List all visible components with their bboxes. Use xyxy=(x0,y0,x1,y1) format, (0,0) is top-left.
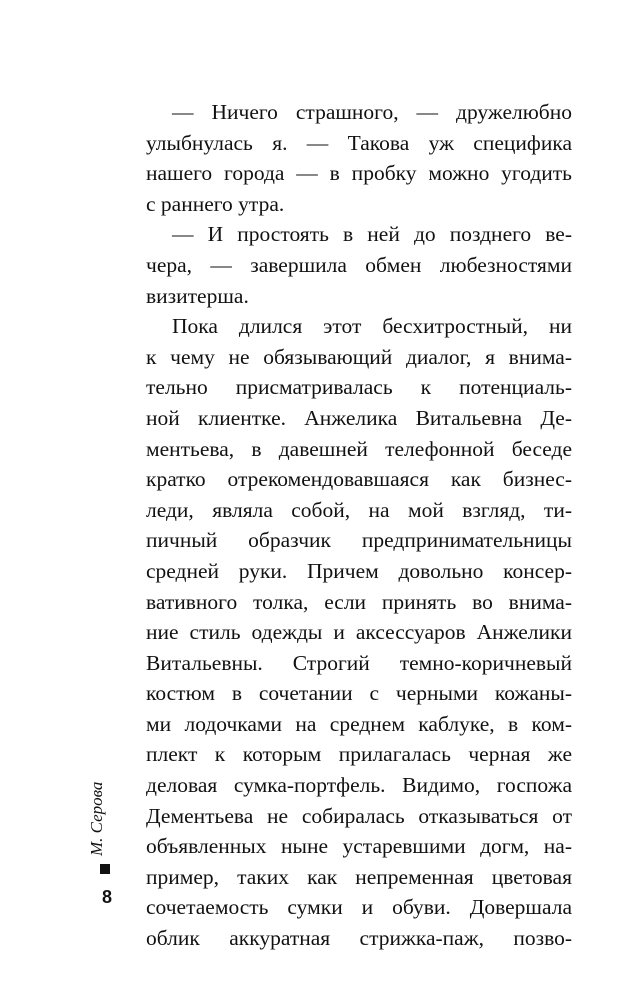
text-line: Витальевны. Строгий темно-коричневый xyxy=(146,650,572,675)
text-line: Пока длился этот бесхитростный, ни xyxy=(172,314,572,339)
text-line: плект к которым прилагалась черная же xyxy=(146,742,572,767)
text-line: ной клиентке. Анжелика Витальевна Де- xyxy=(146,405,572,430)
text-line: пичный образчик предпринимательницы xyxy=(146,528,572,553)
page-number: 8 xyxy=(101,887,112,907)
text-line: тельно присматривалась к потенциаль- xyxy=(146,375,572,400)
text-line: леди, являла собой, на мой взгляд, ти- xyxy=(146,497,572,522)
text-line: вативного толка, если принять во внима- xyxy=(146,589,572,614)
text-line: облик аккуратная стрижка-паж, позво- xyxy=(146,926,572,951)
text-line: костюм в сочетании с черными кожаны- xyxy=(146,681,572,706)
text-line: ментьева, в давешней телефонной беседе xyxy=(146,436,572,461)
page-marker-square xyxy=(100,864,110,874)
text-line: к чему не обязывающий диалог, я внима- xyxy=(146,344,572,369)
text-line: Дементьева не собиралась отказываться от xyxy=(146,803,572,828)
text-line: ми лодочками на среднем каблуке, в ком- xyxy=(146,711,572,736)
text-line: чера, — завершила обмен любезностями xyxy=(146,252,572,277)
body-text xyxy=(146,97,572,954)
text-line: — Ничего страшного, — дружелюбно xyxy=(172,100,572,124)
text-line: улыбнулась я. — Такова уж специфика xyxy=(146,130,572,155)
text-line: средней руки. Причем довольно консер- xyxy=(146,558,572,583)
text-line: ние стиль одежды и аксессуаров Анжелики xyxy=(146,620,572,645)
text-line: объявленных ныне устаревшими догм, на- xyxy=(146,834,572,859)
text-line: сочетаемость сумки и обуви. Довершала xyxy=(146,895,572,920)
text-line: деловая сумка-портфель. Видимо, госпожа xyxy=(146,773,572,798)
text-line: визитерша. xyxy=(146,283,249,308)
text-line: пример, таких как непременная цветовая xyxy=(146,864,572,889)
text-line: нашего города — в пробку можно угодить xyxy=(146,161,572,186)
author-running-head: М. Серова xyxy=(87,781,106,856)
text-line: — И простоять в ней до позднего ве- xyxy=(172,222,572,247)
text-line: с раннего утра. xyxy=(146,191,285,216)
text-line: кратко отрекомендовавшаяся как бизнес- xyxy=(146,467,572,492)
